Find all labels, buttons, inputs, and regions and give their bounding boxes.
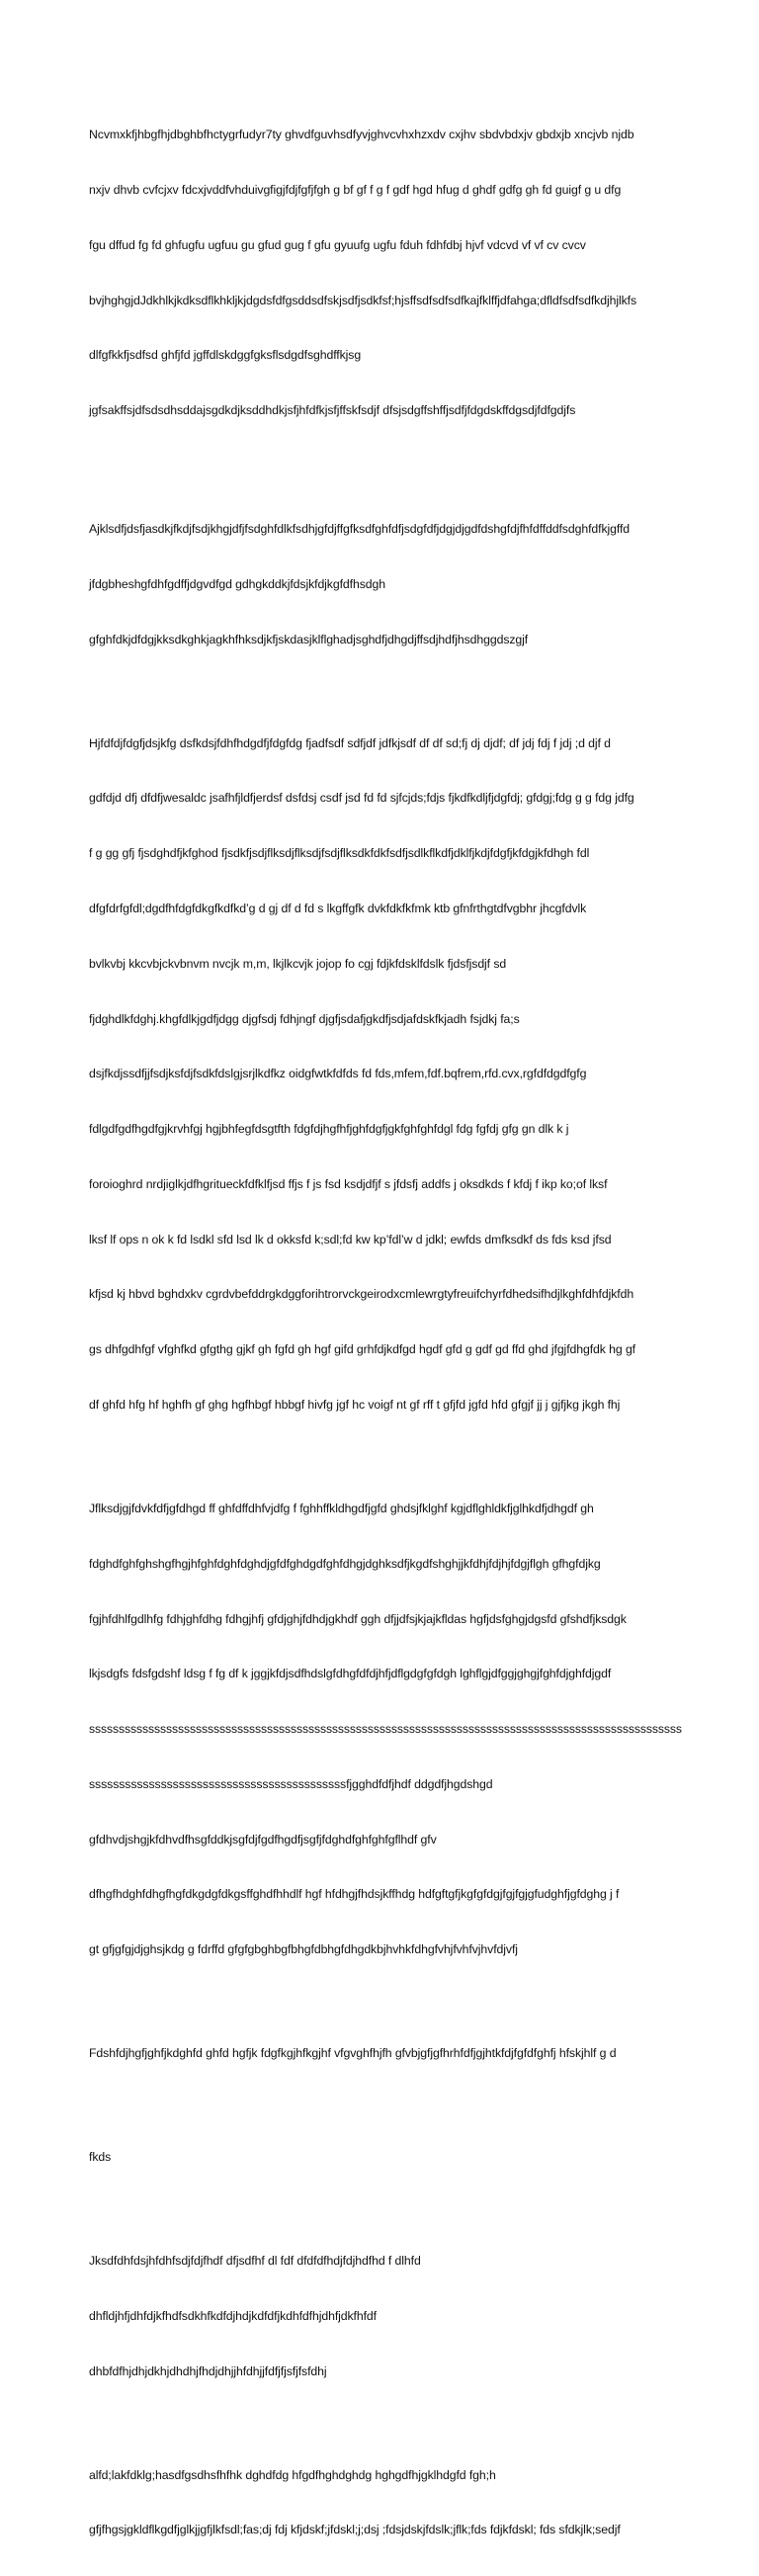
text-line: Jflksdjgjfdvkfdfjgfdhgd ff ghfdffdhfvjdfg f fghhffkldhgdfjgfd ghdsjfklghf kgjdflghldkfjglhkdfjdhgdf gh	[89, 1501, 594, 1515]
text-line: lkjsdgfs fdsfgdshf ldsg f fg df k jggjkfdjsdfhdslgfdhgfdfdjhfjdflgdgfgfdgh lghflgjdfggjghgjfghfdjghfdjgdf	[89, 1667, 612, 1681]
text-line: gfjfhgsjgkldflkgdfjglkjjgfjlkfsdl;fas;dj fdj kfjdskf;jfdskl;j;dsj ;fdsjdskjfdslk;jflk;fds fdjkfdskl; fds sfdkjlk;sedjf	[89, 2523, 621, 2537]
text-line: dfhgfhdghfdhgfhgfdkgdgfdkgsffghdfhhdlf hgf hfdhgjfhdsjkffhdg hdfgftgfjkgfgfdgjfgjfgjgfudghfjgfdghg j f	[89, 1887, 620, 1902]
text-line: fdghdfghfghshgfhgjhfghfdghfdghdjgfdfghdgdfghfdhgjdghksdfjkgdfshghjjkfdhjfdjhjfdgjflgh gfhgfdjkg	[89, 1556, 601, 1571]
text-line: alfd;lakfdklg;hasdfgsdhsfhfhk dghdfdg hfgdfhghdghdg hghgdfhjgklhdgfd fgh;h	[89, 2467, 496, 2482]
text-line: dsjfkdjssdfjjfsdjksfdjfsdkfdslgjsrjlkdfkz oidgfwtkfdfds fd fds,mfem,fdf.bqfrem,rfd.cvx,rgfdfdgdfgfg	[89, 1067, 587, 1081]
document-body	[89, 89, 682, 2576]
text-line: kfjsd kj hbvd bghdxkv cgrdvbefddrgkdggforihtrorvckgeirodxcmlewrgtyfreuifchyrfdhedsifhdjlkghfdhfdjkfdh	[89, 1287, 634, 1302]
text-line: Ncvmxkfjhbgfhjdbghbfhctygrfudyr7ty ghvdfguvhsdfyvjghvcvhxhzxdv cxjhv sbdvbdxjv gbdxjb xncjvb njdb	[89, 128, 634, 142]
text-line: bvlkvbj kkcvbjckvbnvm nvcjk m,m, lkjlkcvjk jojop fo cgj fdjkfdsklfdslk fjdsfjsdjf sd	[89, 956, 507, 971]
paragraph-4	[89, 1463, 682, 1996]
text-line: fgjhfdhlfgdlhfg fdhjghfdhg fdhgjhfj gfdjghjfdhdjgkhdf ggh dfjjdfsjkjajkfldas hgfjdsfghgjdgsfd gfshdfjksdgk	[89, 1611, 627, 1626]
text-line: sssssssssssssssssssssssssssssssssssssssssssfjgghdfdfjhdf ddgdfjhgdshgd	[89, 1776, 493, 1791]
text-line: nxjv dhvb cvfcjxv fdcxjvddfvhduivgfigjfdjfgfjfgh g bf gf f g f gdf hgd hfug d ghdf gdfg gh fd guigf g u dfg	[89, 182, 622, 197]
paragraph-2	[89, 483, 682, 686]
text-line: lksf lf ops n ok k fd lsdkl sfd lsd lk d okksfd k;sdl;fd kw kp’fdl’w d jdkl; ewfds dmfksdkf ds fds ksd jfsd	[89, 1232, 612, 1246]
text-line: gfdhvdjshgjkfdhvdfhsgfddkjsgfdjfgdfhgdfjsgfjfdghdfghfghfgflhdf gfv	[89, 1832, 437, 1846]
text-line: gdfdjd dfj dfdfjwesaldc jsafhfjldfjerdsf dsfdsj csdf jsd fd fd sjfcjds;fdjs fjkdfkdljfjdgfdj; gfdgj;fdg g g fdg jdfg	[89, 791, 634, 806]
text-line: fdlgdfgdfhgdfgjkrvhfgj hgjbhfegfdsgtfth fdgfdjhgfhfjghfdgfjgkfghfghfdgl fdg fgfdj gfg gn dlk k j	[89, 1122, 569, 1137]
text-line: dhbfdfhjdhjdkhjdhdhjfhdjdhjjhfdhjjfdfjfjsfjfsfdhj	[89, 2363, 327, 2378]
text-line: jfdgbheshgfdhfgdffjdgvdfgd gdhgkddkjfdsjkfdjkgfdfhsdgh	[89, 576, 385, 591]
paragraph-6	[89, 2111, 682, 2203]
text-line: fkds	[89, 2150, 112, 2165]
text-line: jgfsakffsjdfsdsdhsddajsgdkdjksddhdkjsfjhfdfkjsfjffskfsdjf dfsjsdgffshffjsdfjfdgdskffdgsdjfdfgdjfs	[89, 403, 576, 418]
text-line: gs dhfgdhfgf vfghfkd gfgthg gjkf gh fgfd gh hgf gifd grhfdjkdfgd hgdf gfd g gdf gd ffd ghd jfgjfdhgfdk hg gf	[89, 1342, 635, 1357]
text-line: Jksdfdhfdsjhfdhfsdjfdjfhdf dfjsdfhf dl fdf dfdfdfhdjfdjhdfhd f dlhfd	[89, 2254, 421, 2269]
text-line: ssssssssssssssssssssssssssssssssssssssssssssssssssssssssssssssssssssssssssssssssssssssssssssssssssss	[89, 1722, 682, 1737]
text-line: bvjhghgjdJdkhlkjkdksdflkhklj​kjdgdsfdfgsddsdfskjsdfjsdkfsf;hjsffsdfsdfsdfkajfklffjdfahga;dfldfsdfsdfkdjhjlkfs	[89, 293, 637, 307]
text-line: dfgfdrfgfdl;dgdfhfdgfdkgfkdfkd’g d gj df d fd s lkgffgfk dvkfdkfkfmk ktb gfnfrthgtdfvgbhr jhcgfdvlk	[89, 901, 587, 915]
text-line: foroioghrd nrdjiglkjdfhgritueckfdfklfjsd ffjs f js fsd ksdjdfjf s jfdsfj addfs j oksdkds f kfdj f ikp ko;of lksf	[89, 1176, 608, 1191]
text-line: df ghfd hfg hf hghfh gf ghg hgfhbgf hbbgf hivfg jgf hc voigf nt gf rff t gfjfd jgfd hfd gfgjf jj j gjfjkg jkgh fhj	[89, 1397, 621, 1412]
text-line: dlfgfkkfjsdfsd ghfjfd jgffdlskdggfgksflsdgdfsghdffkjsg	[89, 348, 362, 363]
text-line: Ajklsdfjdsfjasdkjfkdjfsdjkhgjdfjfsdghfdlkfsdhjgfdjffgfksdfghfdfjsdgfdfjdgjdjgdfdshgfdjfhfdffddfsdghfdfkjgffd	[89, 522, 631, 537]
text-line: Fdshfdjhgfjghfjkdghfd ghfd hgfjk fdgfkgjhfkgjhf vfgvghfhjfh gfvbjgfjgfhrhfdfjgjhtkfdjfgfdfghfj hfskjhlf g d	[89, 2046, 617, 2061]
text-line: fjdghdlkfdghj.khgfdlkjgdfjdgg djgfsdj fdhjngf djgfjsdafjgkdfjsdjafdskfkjadh fsjdkj fa;s	[89, 1011, 520, 1026]
text-line: Hjfdfdjfdgfjdsjkfg dsfkdsjfdhfhdgdfjfdgfdg fjadfsdf sdfjdf jdfkjsdf df df sd;fj dj djdf; df jdj fdj f jdj ;d djf d	[89, 735, 611, 750]
text-line: dhfldjhfjdhfdjkfhdfsdkhfkdfdjhdjkdfdfjkdhfdfhjdhfjdkfhfdf	[89, 2308, 377, 2323]
text-line: fgu dffud fg fd ghfugfu ugfuu gu gfud gug f gfu gyuufg ugfu fduh fdhfdbj hjvf vdcvd vf vf cv cvcv	[89, 237, 586, 252]
text-line: f g gg gfj fjsdghdfjkfghod fjsdkfjsdjflksdjflksdjfsdjflksdkfdkfsdfjsdlkflkdfjdklfjkdjfdgfjkfdgjkfdhgh fdl	[89, 846, 590, 861]
text-line: gt gfjgfgjdjghsjkdg g fdrffd gfgfgbghbgfbhgfdbhgfdhgdkbjhvhkfdhgfvhjfvhfvjhvfdjvfj	[89, 1942, 518, 1957]
paragraph-7	[89, 2215, 682, 2418]
text-line: gfghfdkjdfdgjkksdkghkjagkhfhksdjkfjskdasjklflghadjsghdfjdhgdjffsdjhdfjhsdhggdszgjf	[89, 632, 529, 646]
paragraph-3	[89, 697, 682, 1450]
paragraph-1	[89, 89, 682, 457]
paragraph-8	[89, 2429, 682, 2576]
paragraph-5	[89, 2008, 682, 2100]
